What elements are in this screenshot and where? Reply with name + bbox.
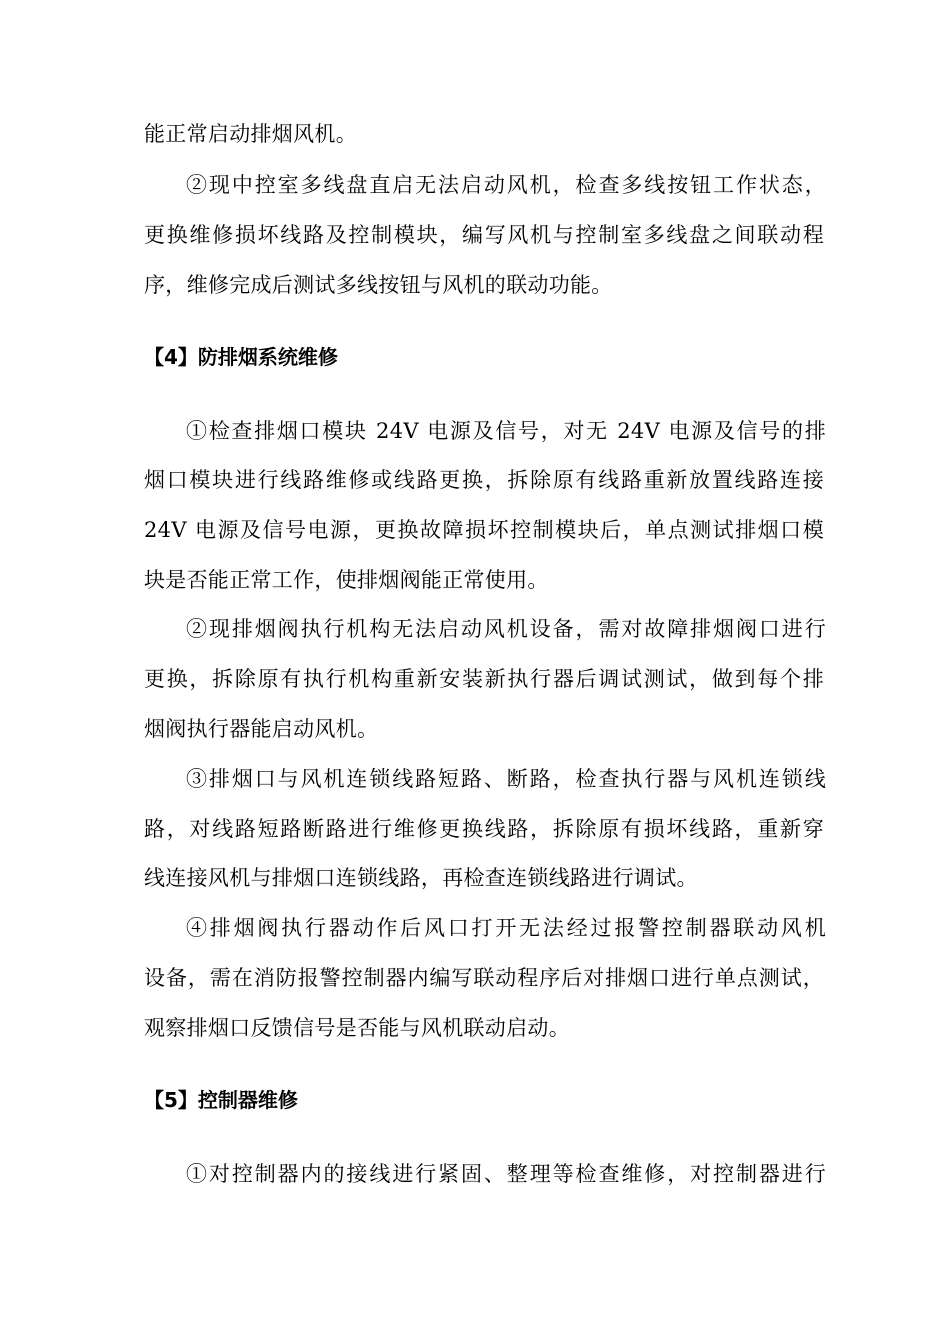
paragraph-line: 线连接风机与排烟口连锁线路，再检查连锁线路进行调试。 — [144, 866, 698, 890]
paragraph-line: 路，对线路短路断路进行维修更换线路，拆除原有损坏线路，重新穿 — [144, 817, 824, 841]
paragraph-line: ①检查排烟口模块 24V 电源及信号，对无 24V 电源及信号的排 — [186, 419, 826, 443]
section-heading: 【5】控制器维修 — [144, 1088, 298, 1112]
paragraph-line: 烟阀执行器能启动风机。 — [144, 717, 379, 741]
paragraph-line: 更换，拆除原有执行机构重新安装新执行器后调试测试，做到每个排 — [144, 667, 824, 691]
section-heading: 【4】防排烟系统维修 — [144, 345, 338, 369]
paragraph-line: 设备，需在消防报警控制器内编写联动程序后对排烟口进行单点测试， — [144, 966, 824, 990]
paragraph-line: ③排烟口与风机连锁线路短路、断路，检查执行器与风机连锁线 — [186, 767, 826, 791]
paragraph-line: 24V 电源及信号电源，更换故障损坏控制模块后，单点测试排烟口模 — [144, 518, 824, 542]
paragraph-line: 块是否能正常工作，使排烟阀能正常使用。 — [144, 568, 549, 592]
paragraph-line: ②现中控室多线盘直启无法启动风机，检查多线按钮工作状态， — [186, 173, 826, 197]
paragraph-line: ④排烟阀执行器动作后风口打开无法经过报警控制器联动风机 — [186, 916, 826, 940]
paragraph-line: 烟口模块进行线路维修或线路更换，拆除原有线路重新放置线路连接 — [144, 468, 824, 492]
paragraph-line: ②现排烟阀执行机构无法启动风机设备，需对故障排烟阀口进行 — [186, 617, 826, 641]
paragraph-line: ①对控制器内的接线进行紧固、整理等检查维修，对控制器进行 — [186, 1162, 826, 1186]
paragraph-line: 序，维修完成后测试多线按钮与风机的联动功能。 — [144, 273, 613, 297]
paragraph-line: 观察排烟口反馈信号是否能与风机联动启动。 — [144, 1016, 570, 1040]
paragraph-line: 能正常启动排烟风机。 — [144, 122, 357, 146]
paragraph-line: 更换维修损坏线路及控制模块，编写风机与控制室多线盘之间联动程 — [144, 223, 824, 247]
